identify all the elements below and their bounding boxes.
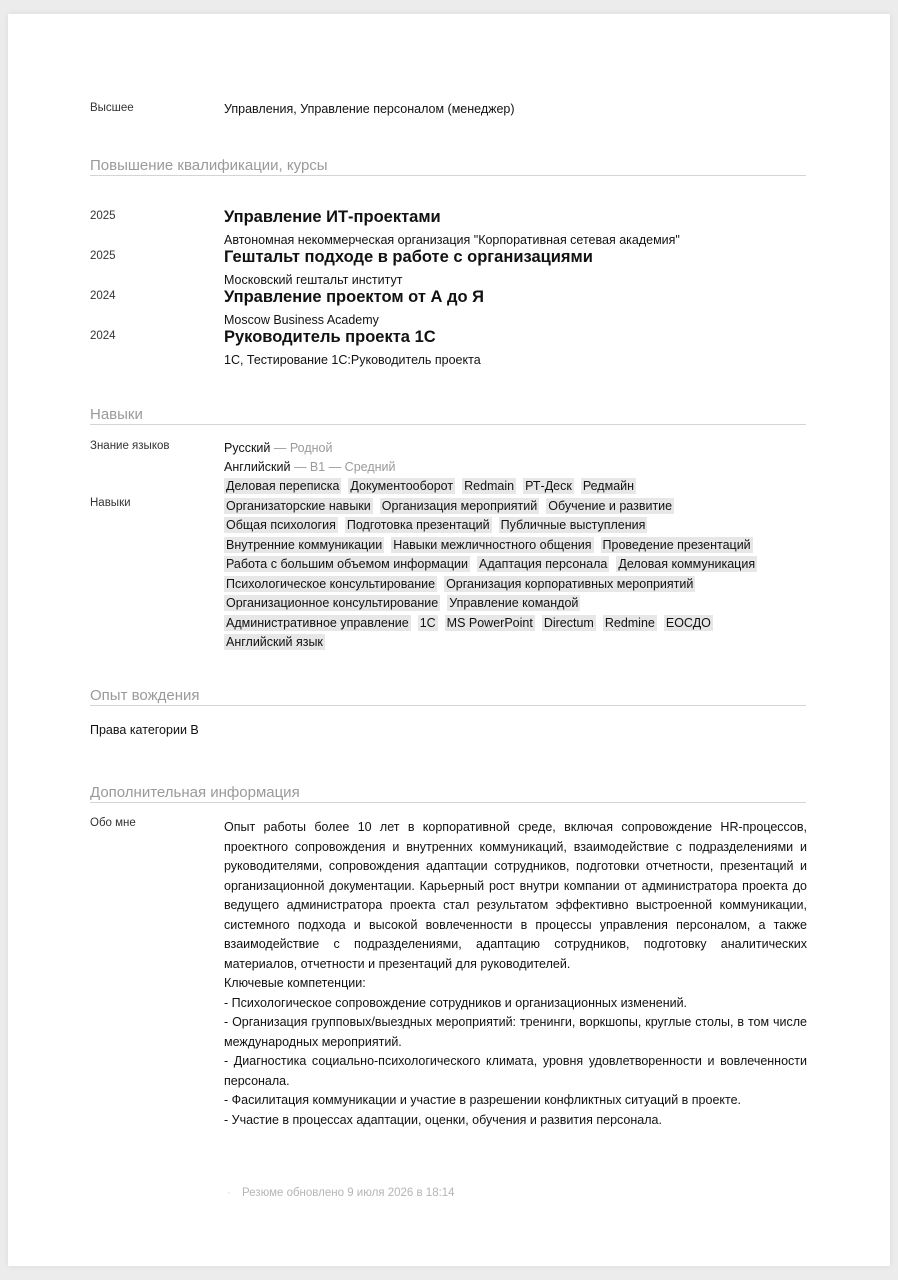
- skill-row: [224, 575, 824, 595]
- skill-row: [224, 516, 824, 536]
- skill-tag: Внутренние коммуникации: [226, 537, 383, 552]
- skill-tag: Организационное консультирование: [226, 596, 439, 610]
- course-title: Гештальт подходе в работе с организациями: [224, 248, 593, 266]
- skill-tag: Проведение презентаций: [602, 537, 751, 552]
- skill-tag: MS PowerPoint: [446, 615, 533, 630]
- skill-row: [224, 633, 824, 653]
- skill-tag: Redmain: [464, 479, 515, 493]
- course-title: Управление ИТ-проектами: [224, 208, 441, 226]
- competency-item: - Диагностика социально-психологического климата, уровня удовлетворенности и вовлеченности персонала.: [224, 1054, 807, 1088]
- skills-label: Навыки: [90, 497, 131, 509]
- section-title-driving: Опыт вождения: [90, 687, 806, 706]
- skill-tag: Обучение и развитие: [548, 498, 673, 513]
- about-main-paragraph: Опыт работы более 10 лет в корпоративной среде, включая сопровождение HR-процессов, проектного сопровождения и внутренних коммуникаций, взаимодействие с подразделениями и руководителями, сопровождения адаптации сотрудников, подготовки отчетности, презентаций и организационной документации. Карьерный рост внутри компании от администратора проекта до ведущего администратора проекта стал результатом эффективно выстроенной коммуникации, системного подхода и высокой вовлеченности в процессы управления персоналом, а также взаимодействие с подразделениями, адаптацию сотрудников, подготовку аналитических материалов, отчетности и презентаций для руководителей.: [224, 820, 807, 971]
- skill-tag: Адаптация персонала: [478, 557, 608, 571]
- skill-tag: Управление командой: [449, 596, 579, 610]
- section-title-courses: Повышение квалификации, курсы: [90, 157, 806, 176]
- skill-row: [224, 555, 824, 575]
- language-name: Русский: [224, 441, 271, 455]
- skill-tag: 1С: [419, 615, 436, 630]
- about-label: Обо мне: [90, 817, 136, 829]
- skill-tag: Редмайн: [582, 479, 635, 493]
- skill-tag: ЕОСДО: [665, 615, 711, 630]
- skill-tag: Английский язык: [226, 635, 323, 649]
- course-title: Управление проектом от А до Я: [224, 288, 484, 306]
- skill-tag: Подготовка презентаций: [346, 518, 490, 532]
- languages-label: Знание языков: [90, 440, 170, 452]
- skill-tag: Публичные выступления: [500, 518, 646, 532]
- skill-tag: Деловая переписка: [226, 479, 340, 493]
- skill-tag: Навыки межличностного общения: [393, 537, 592, 552]
- language-item: [224, 441, 332, 455]
- competency-item: - Участие в процессах адаптации, оценки, обучения и развития персонала.: [224, 1112, 662, 1127]
- skill-tag: Общая психология: [226, 518, 336, 532]
- language-item: [224, 460, 395, 474]
- skills-tag-list: [224, 477, 824, 653]
- skill-tag: РТ-Деск: [525, 479, 572, 493]
- skill-tag: Психологическое консультирование: [226, 576, 436, 591]
- education-specialty: Управления, Управление персоналом (менеджер): [224, 102, 515, 116]
- language-name: Английский: [224, 460, 291, 474]
- driving-license: Права категории B: [90, 723, 199, 737]
- skill-row: [224, 477, 824, 497]
- course-org: 1С, Тестирование 1С:Руководитель проекта: [224, 353, 481, 367]
- skill-row: [224, 536, 824, 556]
- footer-bullet-icon: ·: [227, 1187, 231, 1199]
- skill-row: [224, 594, 824, 614]
- language-level: — Родной: [273, 441, 333, 455]
- course-org: Московский гештальт институт: [224, 273, 403, 287]
- education-level: Высшее: [90, 102, 134, 114]
- skill-row: [224, 497, 824, 517]
- skill-tag: Организация корпоративных мероприятий: [446, 576, 694, 591]
- competency-item: - Фасилитация коммуникации и участие в разрешении конфликтных ситуаций в проекте.: [224, 1093, 742, 1107]
- skill-tag: Документооборот: [350, 479, 454, 493]
- skill-tag: Деловая коммуникация: [618, 557, 756, 571]
- course-org: Moscow Business Academy: [224, 313, 379, 327]
- skill-tag: Redmine: [604, 615, 655, 630]
- language-level: — B1 — Средний: [293, 460, 396, 474]
- course-year: 2024: [90, 330, 116, 342]
- course-year: 2025: [90, 210, 116, 222]
- competencies-title: Ключевые компетенции:: [224, 976, 366, 990]
- course-year: 2025: [90, 250, 116, 262]
- skill-tag: Организаторские навыки: [226, 498, 371, 513]
- course-title: Руководитель проекта 1С: [224, 328, 436, 346]
- section-title-skills: Навыки: [90, 406, 806, 425]
- skill-tag: Работа с большим объемом информации: [226, 557, 468, 571]
- competency-item: - Организация групповых/выездных мероприятий: тренинги, воркшопы, круглые столы, в том числе международных мероприятий.: [224, 1015, 807, 1049]
- course-year: 2024: [90, 290, 116, 302]
- skill-tag: Административное управление: [226, 615, 409, 630]
- about-text: [224, 818, 807, 1130]
- competency-item: - Психологическое сопровождение сотрудников и организационных изменений.: [224, 995, 688, 1010]
- skill-row: [224, 614, 824, 634]
- skill-tag: Directum: [543, 615, 594, 630]
- section-title-additional: Дополнительная информация: [90, 784, 806, 803]
- resume-updated: Резюме обновлено 9 июля 2026 в 18:14: [242, 1187, 455, 1199]
- course-org: Автономная некоммерческая организация "Корпоративная сетевая академия": [224, 233, 680, 247]
- skill-tag: Организация мероприятий: [381, 498, 538, 513]
